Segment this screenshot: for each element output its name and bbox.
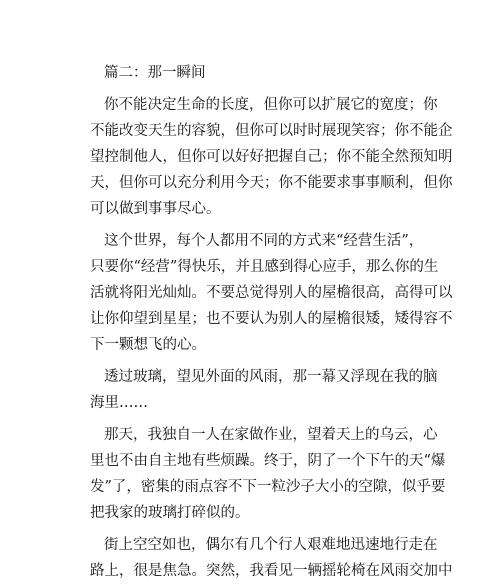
paragraph-line: 路上，很是焦急。突然，我看见一辆摇轮椅在风雨交加中 — [90, 563, 453, 579]
paragraph-line: 海里…… — [90, 395, 148, 411]
paragraph-line: 可以做到事事尽心。 — [90, 201, 221, 217]
article-body — [90, 60, 453, 584]
paragraph-line: 把我家的玻璃打碎似的。 — [90, 505, 250, 521]
paragraph-line: 活就将阳光灿灿。不要总觉得别人的屋檐很高，高得可以 — [90, 285, 453, 301]
paragraph-3 — [90, 364, 438, 416]
paragraph-line: 望控制他人，但你可以好好把握自己；你不能全然预知明 — [90, 149, 453, 165]
paragraph-4 — [90, 422, 446, 526]
paragraph-2 — [90, 228, 453, 358]
paragraph-line: 天，但你可以充分利用今天；你不能要求事事顺利，但你 — [90, 175, 453, 191]
paragraph-line: 这个世界，每个人都用不同的方式来“经营生活”， — [104, 233, 424, 249]
paragraph-line: 让你仰望到星星；也不要认为别人的屋檐很矮，矮得容不 — [90, 311, 453, 327]
paragraph-line: 里也不由自主地有些烦躁。终于，阴了一个下午的天“爆 — [90, 453, 446, 469]
paragraph-line: 那天，我独自一人在家做作业，望着天上的乌云，心 — [104, 427, 438, 443]
paragraph-line: 不能改变天生的容貌，但你可以时时展现笑容；你不能企 — [90, 123, 453, 139]
paragraph-line: 只要你“经营”得快乐，并且感到得心应手，那么你的生 — [90, 259, 439, 275]
paragraph-5 — [90, 532, 453, 584]
paragraph-line: 下一颗想飞的心。 — [90, 337, 206, 353]
paragraph-line: 发”了，密集的雨点容不下一粒沙子大小的空隙，似乎要 — [90, 479, 446, 495]
article-title: 篇二：那一瞬间 — [104, 65, 206, 81]
paragraph-line: 街上空空如也，偶尔有几个行人艰难地迅速地行走在 — [104, 537, 438, 553]
paragraph-1 — [90, 92, 453, 222]
paragraph-line: 你不能决定生命的长度，但你可以扩展它的宽度；你 — [104, 97, 438, 113]
paragraph-line: 透过玻璃，望见外面的风雨，那一幕又浮现在我的脑 — [104, 369, 438, 385]
